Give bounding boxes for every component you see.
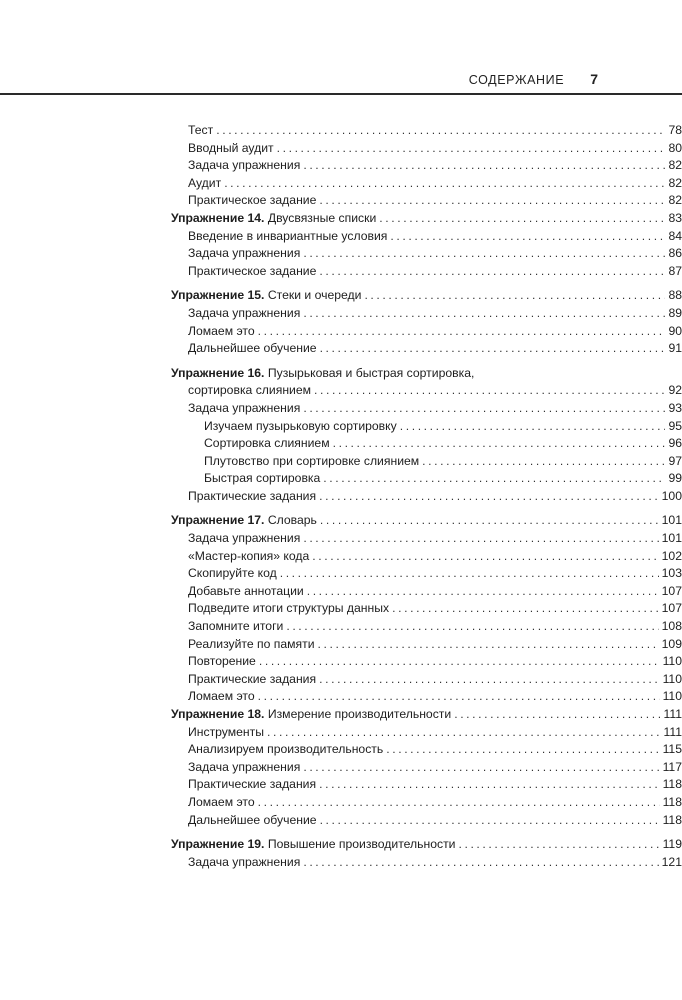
toc-entry-label [188,548,309,566]
toc-entry [0,530,682,548]
toc-entry-label [188,618,283,636]
toc-page-number: 78 [668,123,682,137]
toc-page-number: 80 [668,140,682,155]
dot-leader [314,382,665,400]
toc-entry-title: Пузырьковая и быстрая сортировка, [264,365,475,380]
toc-page-number: 89 [668,305,682,320]
running-head [0,71,598,91]
toc-chapter-number: Упражнение 19. [171,837,265,852]
dot-leader [277,140,666,158]
toc-entry [0,600,682,618]
toc-entry-label [188,228,387,246]
toc-entry-title: Практическое задание [188,193,317,208]
toc-entry-label [188,400,300,418]
toc-entry-title: Аудит [188,175,222,190]
dot-leader [320,512,659,530]
toc-entry [0,122,682,140]
toc-entry-title: Повышение производительности [264,837,456,852]
toc-page-number: 118 [662,812,682,827]
toc-entry-label [188,488,316,506]
toc-entry-title: Дальнейшее обучение [188,812,317,827]
toc-entry-label [188,140,274,158]
toc-entry-title: сортировка слиянием [188,383,312,398]
toc-entry [0,671,682,689]
dot-leader [454,706,660,724]
toc-entry-title: Задача упражнения [188,759,301,774]
toc-page-number: 83 [668,210,682,225]
toc-entry-title: Стеки и очереди [264,288,362,303]
toc-page-number: 110 [662,671,682,686]
toc-page-number: 82 [668,158,682,173]
toc-entry-title: Задача упражнения [188,854,301,869]
dot-leader [458,836,659,854]
dot-leader [319,776,659,794]
toc-chapter-entry [0,210,682,228]
dot-leader [303,854,658,872]
dot-leader [303,530,658,548]
toc-entry-label [188,653,256,671]
toc-entry-label [188,263,316,281]
toc-page-number: 108 [661,619,682,634]
toc-entry [0,653,682,671]
toc-entry [0,340,682,358]
dot-leader [258,688,660,706]
toc-page-number: 91 [668,341,682,356]
toc-page-number: 117 [662,759,682,774]
toc-chapter-number: Упражнение 17. [171,513,265,528]
header-rule [0,93,682,95]
toc-page-number: 90 [668,323,682,338]
dot-leader [323,470,665,488]
dot-leader [319,263,665,281]
toc-entry-label [188,741,383,759]
toc-entry-title: Повторение [188,654,256,669]
dot-leader [303,245,665,263]
toc-entry-title: Задача упражнения [188,158,301,173]
toc-entry-title: Изучаем пузырьковую сортировку [204,418,397,433]
toc-entry-title: Практические задания [188,488,317,503]
toc-entry-title: Запомните итоги [188,619,284,634]
toc-page-number: 118 [662,794,682,809]
toc-entry [0,548,682,566]
toc-page-number: 92 [668,383,682,398]
dot-leader [303,157,665,175]
toc-entry-label [171,365,474,383]
toc-page-number: 110 [662,654,682,669]
toc-entry [0,192,682,210]
toc-entry-title: Подведите итоги структуры данных [188,601,390,616]
dot-leader [320,340,666,358]
dot-leader [319,488,659,506]
toc-entry-title: Практическое задание [188,263,317,278]
toc-page-number: 110 [662,689,682,704]
toc-entry [0,794,682,812]
toc-entry-label [188,854,300,872]
toc-entry [0,488,682,506]
toc-entry-label [188,157,300,175]
toc-entry-title: Вводный аудит [188,140,274,155]
toc-page-number: 100 [661,488,682,503]
toc-entry-title: Задача упражнения [188,246,301,261]
toc-entry-title: Задача упражнения [188,531,301,546]
toc-entry-label [188,175,221,193]
dot-leader [333,435,666,453]
toc-entry-title: Ломаем это [188,689,255,704]
running-head-section: СОДЕРЖАНИЕ [468,73,565,87]
dot-leader [318,636,659,654]
dot-leader [319,192,665,210]
dot-leader [400,418,666,436]
dot-leader [258,323,666,341]
toc-entry-title: Задача упражнения [188,400,301,415]
toc-page-number: 103 [661,566,682,581]
toc-page-number: 84 [668,228,682,243]
toc-entry-title: Двусвязные списки [264,210,377,225]
toc-entry [0,759,682,777]
toc-entry-title: Дальнейшее обучение [188,341,317,356]
toc-page-number: 107 [661,583,682,598]
toc-entry [0,688,682,706]
dot-leader [303,305,665,323]
toc-entry-title: Измерение производительности [264,707,452,721]
dot-leader [422,453,665,471]
toc-chapter-number: Упражнение 16. [171,365,265,380]
toc-page-number: 119 [662,837,682,852]
toc-entry-title: Анализируем производительность [188,742,384,757]
toc-entry-title: Введение в инвариантные условия [188,228,388,243]
toc-entry [0,305,682,323]
dot-leader [312,548,658,566]
toc-entry [0,470,682,488]
toc-entry [0,453,682,471]
toc-entry [0,175,682,193]
toc-entry-title: Инструменты [188,724,264,739]
toc-page-number: 82 [668,175,682,190]
toc-entry-label [188,688,255,706]
toc-entry [0,418,682,436]
toc-entry-label [204,435,330,453]
toc-page-number: 95 [668,418,682,433]
running-head-page-number: 7 [590,71,598,87]
toc-entry-title: «Мастер-копия» кода [188,548,310,563]
dot-leader [319,671,659,689]
toc-entry [0,618,682,636]
toc-entry-title: Добавьте аннотации [188,583,304,598]
toc-entry-label [171,210,376,228]
toc-entry [0,245,682,263]
toc-entry [0,636,682,654]
dot-leader [224,175,665,193]
toc-entry-label [188,565,277,583]
toc-entry-label [188,382,311,400]
toc-entry-title: Словарь [264,513,317,528]
toc-page-number: 86 [668,246,682,261]
dot-leader [390,228,665,246]
toc-chapter-number: Упражнение 15. [171,288,265,303]
toc-entry-title: Практические задания [188,777,317,792]
dot-leader [379,210,665,228]
toc-entry-label [188,192,316,210]
toc-entry-label [188,724,264,742]
toc-entry [0,776,682,794]
toc-entry [0,854,682,872]
toc-entry-label [188,812,317,830]
toc-entry-label [188,794,255,812]
toc-entry [0,323,682,341]
dot-leader [303,400,665,418]
toc-page-number: 88 [668,288,682,303]
toc-entry-label [188,305,300,323]
toc-chapter-entry [0,706,682,724]
toc-entry [0,812,682,830]
toc-entry-title: Задача упражнения [188,305,301,320]
toc-page-number: 111 [663,707,682,721]
toc-entry-label [188,323,255,341]
toc-entry-label [204,418,397,436]
toc-entry [0,583,682,601]
toc-page-number: 111 [663,724,682,739]
toc-entry-label [188,122,213,140]
dot-leader [386,741,659,759]
dot-leader [267,724,660,742]
toc-entry-label [171,836,455,854]
toc-chapter-entry [0,512,682,530]
toc-page-number: 121 [661,854,682,869]
toc-entry [0,435,682,453]
toc-page-number: 101 [661,513,682,528]
toc-chapter-number: Упражнение 18. [171,707,265,721]
dot-leader [280,565,659,583]
toc-chapter-entry [0,287,682,305]
toc-page-number: 87 [668,263,682,278]
toc-entry-title: Ломаем это [188,794,255,809]
dot-leader [392,600,659,618]
toc-entry-label [204,470,320,488]
toc-entry-label [204,453,419,471]
toc-entry [0,400,682,418]
toc-page-number: 118 [662,777,682,792]
toc-page-number: 102 [661,548,682,563]
toc-entry [0,565,682,583]
toc-entry [0,382,682,400]
toc-entry-title: Сортировка слиянием [204,436,330,451]
toc-entry [0,140,682,158]
toc-chapter-entry [0,365,682,383]
toc-entry-title: Плутовство при сортировке слиянием [204,453,420,468]
toc-entry-label [188,600,389,618]
dot-leader [307,583,659,601]
toc-entry-title: Реализуйте по памяти [188,636,315,651]
dot-leader [320,812,660,830]
toc-chapter-number: Упражнение 14. [171,210,265,225]
toc-page-number: 109 [661,636,682,651]
toc-entry [0,724,682,742]
toc-page-number: 101 [661,531,682,546]
toc-entry-title: Практические задания [188,671,317,686]
toc-page-number: 107 [661,601,682,616]
toc-entry-label [188,636,315,654]
toc-page-number: 115 [662,742,682,757]
toc-entry [0,157,682,175]
toc-entry-label [188,671,316,689]
dot-leader [258,794,660,812]
toc-entry-label [188,530,300,548]
toc-page-number: 93 [668,400,682,415]
dot-leader [259,653,660,671]
table-of-contents [0,122,682,871]
toc-entry-label [188,245,300,263]
dot-leader [286,618,658,636]
toc-entry-title: Тест [188,123,214,137]
toc-entry-label [188,583,304,601]
dot-leader [303,759,659,777]
toc-entry [0,228,682,246]
toc-entry-label [188,759,300,777]
dot-leader [216,122,665,140]
toc-entry-title: Скопируйте код [188,566,277,581]
toc-chapter-entry [0,836,682,854]
toc-entry [0,741,682,759]
toc-entry-label [171,512,317,530]
toc-entry-label [171,287,361,305]
toc-page-number: 99 [668,471,682,486]
toc-entry-label [188,340,317,358]
toc-entry-title: Ломаем это [188,323,255,338]
toc-entry-title: Быстрая сортировка [204,471,321,486]
toc-page-number: 96 [668,436,682,451]
dot-leader [364,287,665,305]
toc-page-number: 82 [668,193,682,208]
toc-page-number: 97 [668,453,682,468]
toc-entry-label [171,706,451,724]
toc-entry-label [188,776,316,794]
toc-entry [0,263,682,281]
